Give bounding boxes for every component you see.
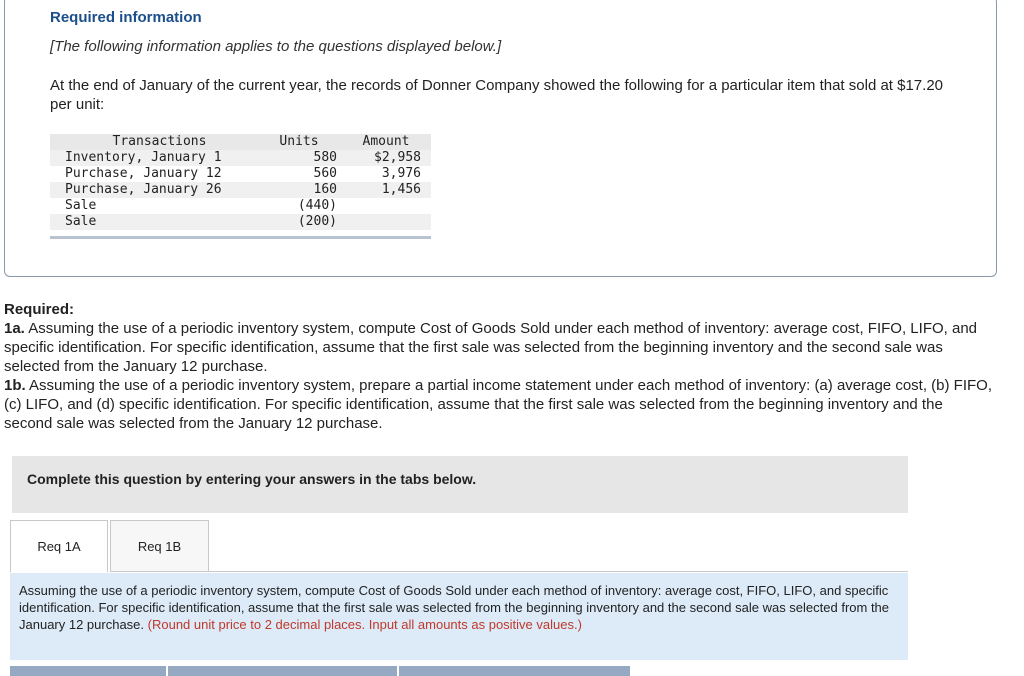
header-amount: Amount	[341, 134, 431, 150]
tab-divider	[209, 571, 908, 572]
row-name: Inventory, January 1	[50, 150, 257, 166]
tab-req-1b[interactable]: Req 1B	[110, 520, 209, 572]
requirement-1b-text: Assuming the use of a periodic inventory system, prepare a partial income statement under each method of inventory: (a) average cost, (b) FIFO, (c) LIFO, and (d) specific identification. For specific identification, assume that the first sale was selected from the beginning inventory and the second sale was selected from the January 12 purchase.	[4, 377, 992, 432]
column-divider	[397, 666, 399, 676]
table-bottom-rule	[50, 230, 431, 238]
table-row	[50, 182, 431, 198]
requirement-1a-label: 1a.	[4, 320, 25, 337]
info-title: Required information	[50, 9, 202, 26]
complete-question-banner	[12, 456, 908, 513]
table-header-row	[50, 134, 431, 150]
tab-req-1a[interactable]: Req 1A	[10, 520, 108, 572]
info-text: At the end of January of the current year, the records of Donner Company showed the following for a particular item that sold at $17.20 per unit:	[50, 77, 944, 113]
row-units: 560	[313, 166, 337, 181]
row-amount: 3,976	[381, 166, 421, 181]
header-transactions: Transactions	[50, 134, 257, 150]
row-amount: 1,456	[341, 182, 431, 198]
row-amount: $2,958	[341, 150, 431, 166]
table-row	[50, 198, 431, 214]
instructions-note: (Round unit price to 2 decimal places. Input all amounts as positive values.)	[147, 617, 582, 632]
requirement-1a	[4, 319, 994, 376]
requirement-1b-label: 1b.	[4, 377, 26, 394]
requirement-1a-text: Assuming the use of a periodic inventory system, compute Cost of Goods Sold under each method of inventory: average cost, FIFO, LIFO, and specific identification. For specific identification, assume that the first sale was selected from the beginning inventory and the second sale was selected from the January 12 purchase.	[4, 320, 978, 375]
row-amount	[341, 198, 431, 214]
header-units: Units	[257, 134, 341, 150]
tab-instructions	[10, 573, 908, 660]
row-units: 160	[257, 182, 341, 198]
requirement-1b	[4, 376, 994, 433]
row-name: Sale	[50, 214, 257, 230]
row-units: 580	[257, 150, 341, 166]
transactions-table	[50, 134, 431, 239]
row-amount	[341, 214, 431, 230]
table-row	[50, 150, 431, 166]
row-name: Purchase, January 26	[50, 182, 257, 198]
row-units: (440)	[297, 198, 337, 213]
table-row	[50, 166, 431, 182]
answer-table-header	[10, 666, 630, 676]
complete-question-text: Complete this question by entering your answers in the tabs below.	[27, 471, 477, 487]
table-row	[50, 214, 431, 230]
required-section	[4, 300, 994, 433]
info-note: [The following information applies to the questions displayed below.]	[50, 38, 502, 55]
row-name: Purchase, January 12	[65, 166, 222, 181]
instructions-text: Assuming the use of a periodic inventory system, compute Cost of Goods Sold under each method of inventory: average cost, FIFO, LIFO, and specific identification. For specific identification, assume that the first sale was selected from the beginning inventory and the second sale was selected from the January 12 purchase.	[19, 583, 890, 632]
row-units: (200)	[257, 214, 341, 230]
row-name: Sale	[65, 198, 97, 213]
column-divider	[166, 666, 168, 676]
required-heading: Required:	[4, 301, 75, 318]
